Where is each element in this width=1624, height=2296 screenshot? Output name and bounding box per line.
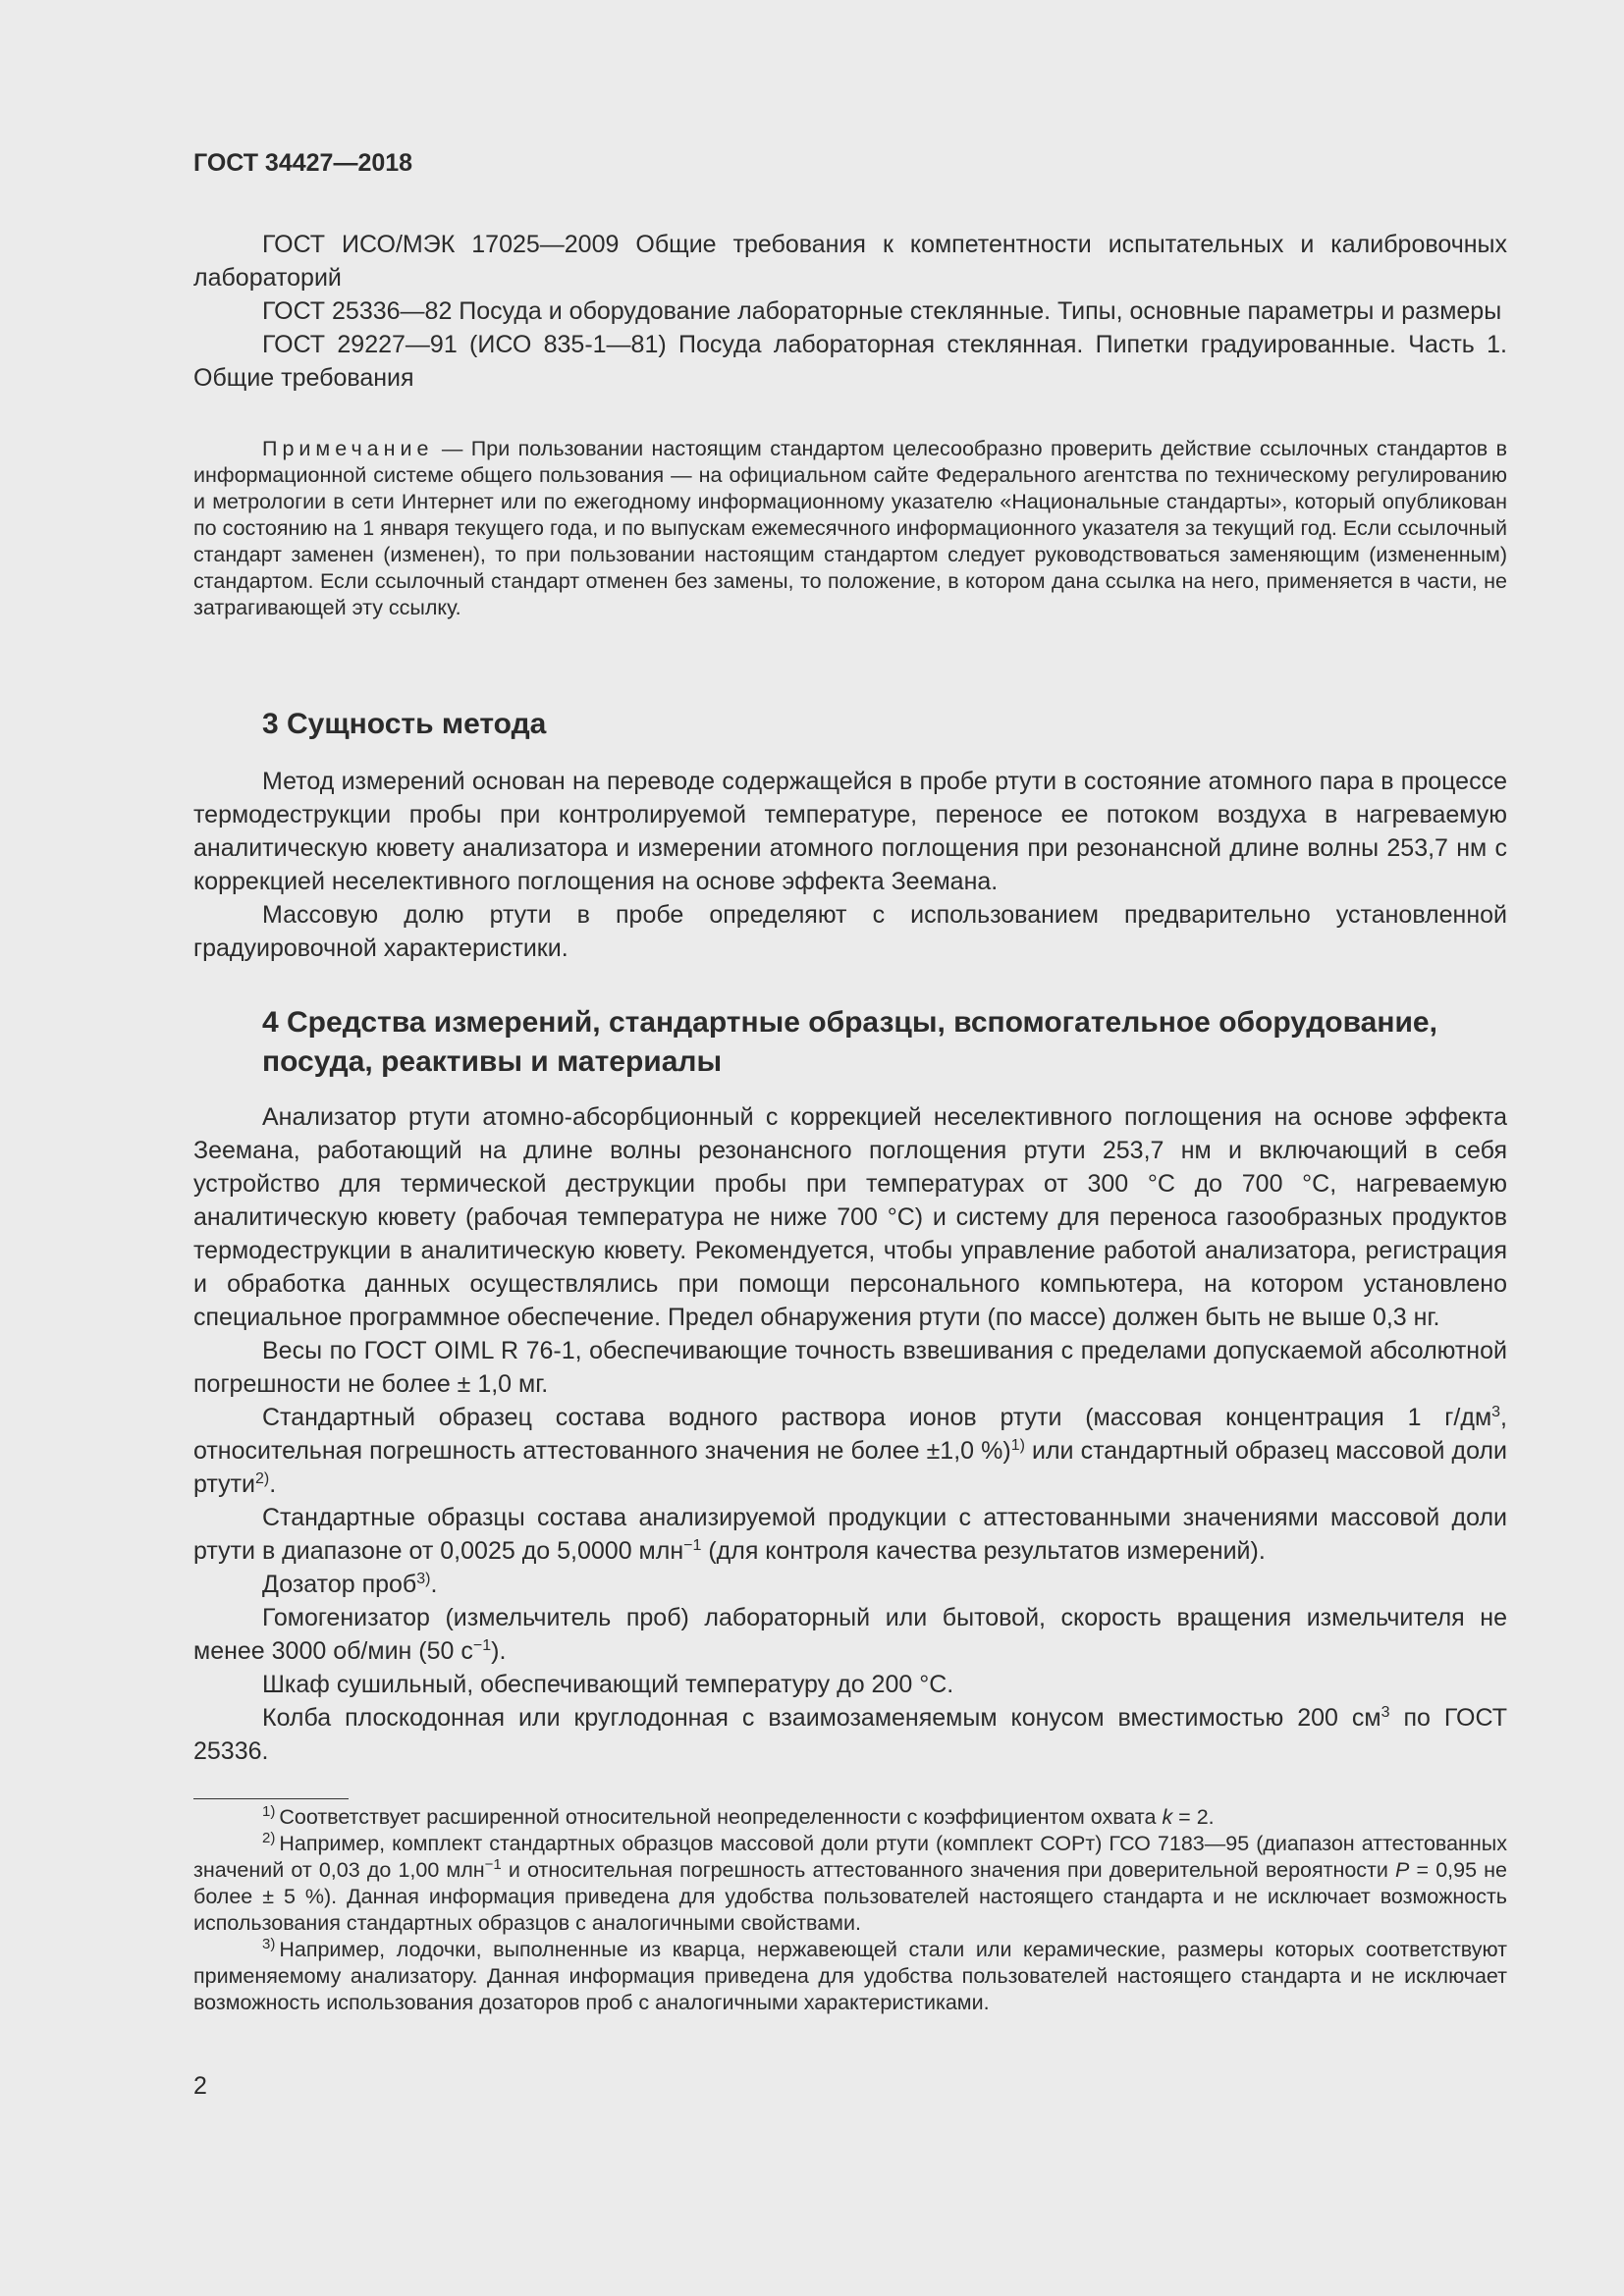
paragraph: Метод измерений основан на переводе содержащейся в пробе ртути в состояние атомного пара в процессе термодеструкции пробы при контролируемой температуре, переносе ее потоком воздуха в нагреваемую аналитическую кювету анализатора и измерении атомного поглощения при резонансной длине волны 253,7 нм с коррекцией неселективного поглощения на основе эффекта Зеемана. xyxy=(193,768,1507,895)
paragraph-homogenizer: Гомогенизатор (измельчитель проб) лабораторный или бытовой, скорость вращения измельчителя не менее 3000 об/мин (50 $с^{-1}$). xyxy=(193,1604,1507,1665)
footnote-2: $^{2)}$ Например, комплект стандартных образцов массовой доли ртути (комплект СОРт) ГСО 7183—95 (диапазон аттестованных значений от 0,03 до 1,00 млн$^{-1}$ и относительная погрешность аттестованного значения при доверительной вероятности P = 0,95 не более ± 5 %). Данная информация приведена для удобства пользователей настоящего стандарта и не исключает возможность использования стандартных образцов с аналогичными свойствами. xyxy=(193,1830,1508,1935)
reference-item: ГОСТ 29227—91 (ИСО 835-1—81) Посуда лабораторная стеклянная. Пипетки градуированные. Часть 1. Общие требования xyxy=(193,331,1507,392)
footnotes xyxy=(193,1804,1507,2016)
reference-item: ГОСТ 25336—82 Посуда и оборудование лабораторные стеклянные. Типы, основные параметры и размеры xyxy=(262,297,1502,325)
paragraph-dispenser: Дозатор проб$^{3)}$. xyxy=(262,1571,438,1598)
page-number: 2 xyxy=(193,2072,207,2100)
footnote-ref-2: 2) xyxy=(255,1470,270,1487)
document-header: ГОСТ 34427—2018 xyxy=(193,149,413,177)
footnote-3: $^{3)}$ Например, лодочки, выполненные из кварца, нержавеющей стали или керамические, размеры которых соответствуют применяемому анализатору. Данная информация приведена для удобства пользователей настоящего стандарта и не исключает возможность использования дозаторов проб с аналогичными характеристиками. xyxy=(193,1936,1507,2014)
note-text: — При пользовании настоящим стандартом целесообразно проверить действие ссылочных стандартов в информационной системе общего пользования — на официальном сайте Федерального агентства по техническому регулированию и метрологии в сети Интернет или по ежегодному информационному указателю «Национальные стандарты», который опубликован по состоянию на 1 января текущего года, и по выпускам ежемесячного информационного указателя за текущий год. Если ссылочный стандарт заменен (изменен), то при пользовании настоящим стандартом следует руководствоваться заменяющим (измененным) стандартом. Если ссылочный стандарт отменен без замены, то положение, в котором дана ссылка на него, применяется в части, не затрагивающей эту ссылку. xyxy=(193,437,1507,619)
section-3-title: 3 Сущность метода xyxy=(262,708,547,740)
section-4-title: 4 Средства измерений, стандартные образцы, вспомогательное оборудование, посуда, реактивы и материалы xyxy=(262,1006,1437,1078)
normative-references xyxy=(193,228,1507,395)
paragraph: Массовую долю ртути в пробе определяют с использованием предварительно установленной градуировочной характеристики. xyxy=(193,901,1507,962)
paragraph-flask: Колба плоскодонная или круглодонная с взаимозаменяемым конусом вместимостью 200 $см^3$ по ГОСТ 25336. xyxy=(193,1704,1507,1765)
section-3-body xyxy=(193,765,1507,965)
note-paragraph xyxy=(193,436,1507,621)
paragraph-analyzer: Анализатор ртути атомно-абсорбционный с коррекцией неселективного поглощения на основе эффекта Зеемана, работающий на длине волны резонансного поглощения ртути 253,7 нм и включающий в себя устройство для термической деструкции пробы при температурах от 300 °С до 700 °С, нагреваемую аналитическую кювету (рабочая температура не ниже 700 °С) и систему для переноса газообразных продуктов термодеструкции в аналитическую кювету. Рекомендуется, чтобы управление работой анализатора, регистрация и обработка данных осуществлялись при помощи персонального компьютера, на котором установлено специальное программное обеспечение. Предел обнаружения ртути (по массе) должен быть не выше 0,3 нг. xyxy=(193,1103,1507,1331)
footnote-ref-1: 1) xyxy=(1010,1437,1025,1454)
reference-item: ГОСТ ИСО/МЭК 17025—2009 Общие требования к компетентности испытательных и калибровочных лабораторий xyxy=(193,231,1507,292)
footnote-divider xyxy=(193,1798,349,1799)
footnote-ref-3: 3) xyxy=(416,1571,431,1587)
paragraph-drying-cabinet: Шкаф сушильный, обеспечивающий температуру до 200 °С. xyxy=(262,1671,954,1698)
paragraph-reference-sample: Стандартный образец состава водного раствора ионов ртути (массовая концентрация 1 $г/дм^3$, относительная погрешность аттестованного значения не более ±1,0 %)$^{1)}$ или стандартный образец массовой доли ртути$^{2)}$. xyxy=(193,1404,1507,1498)
footnote-1: $^{1)}$ Соответствует расширенной относительной неопределенности с коэффициентом охвата k = 2. xyxy=(262,1803,1215,1829)
section-4-body xyxy=(193,1100,1507,1768)
paragraph-product-samples: Стандартные образцы состава анализируемой продукции с аттестованными значениями массовой доли ртути в диапазоне от 0,0025 до 5,0000 млн$^{-1}$ (для контроля качества результатов измерений). xyxy=(193,1504,1507,1565)
paragraph-scales: Весы по ГОСТ OIML R 76-1, обеспечивающие точность взвешивания с пределами допускаемой абсолютной погрешности не более ± 1,0 мг. xyxy=(193,1337,1507,1398)
note-label: Примечание xyxy=(262,437,434,460)
